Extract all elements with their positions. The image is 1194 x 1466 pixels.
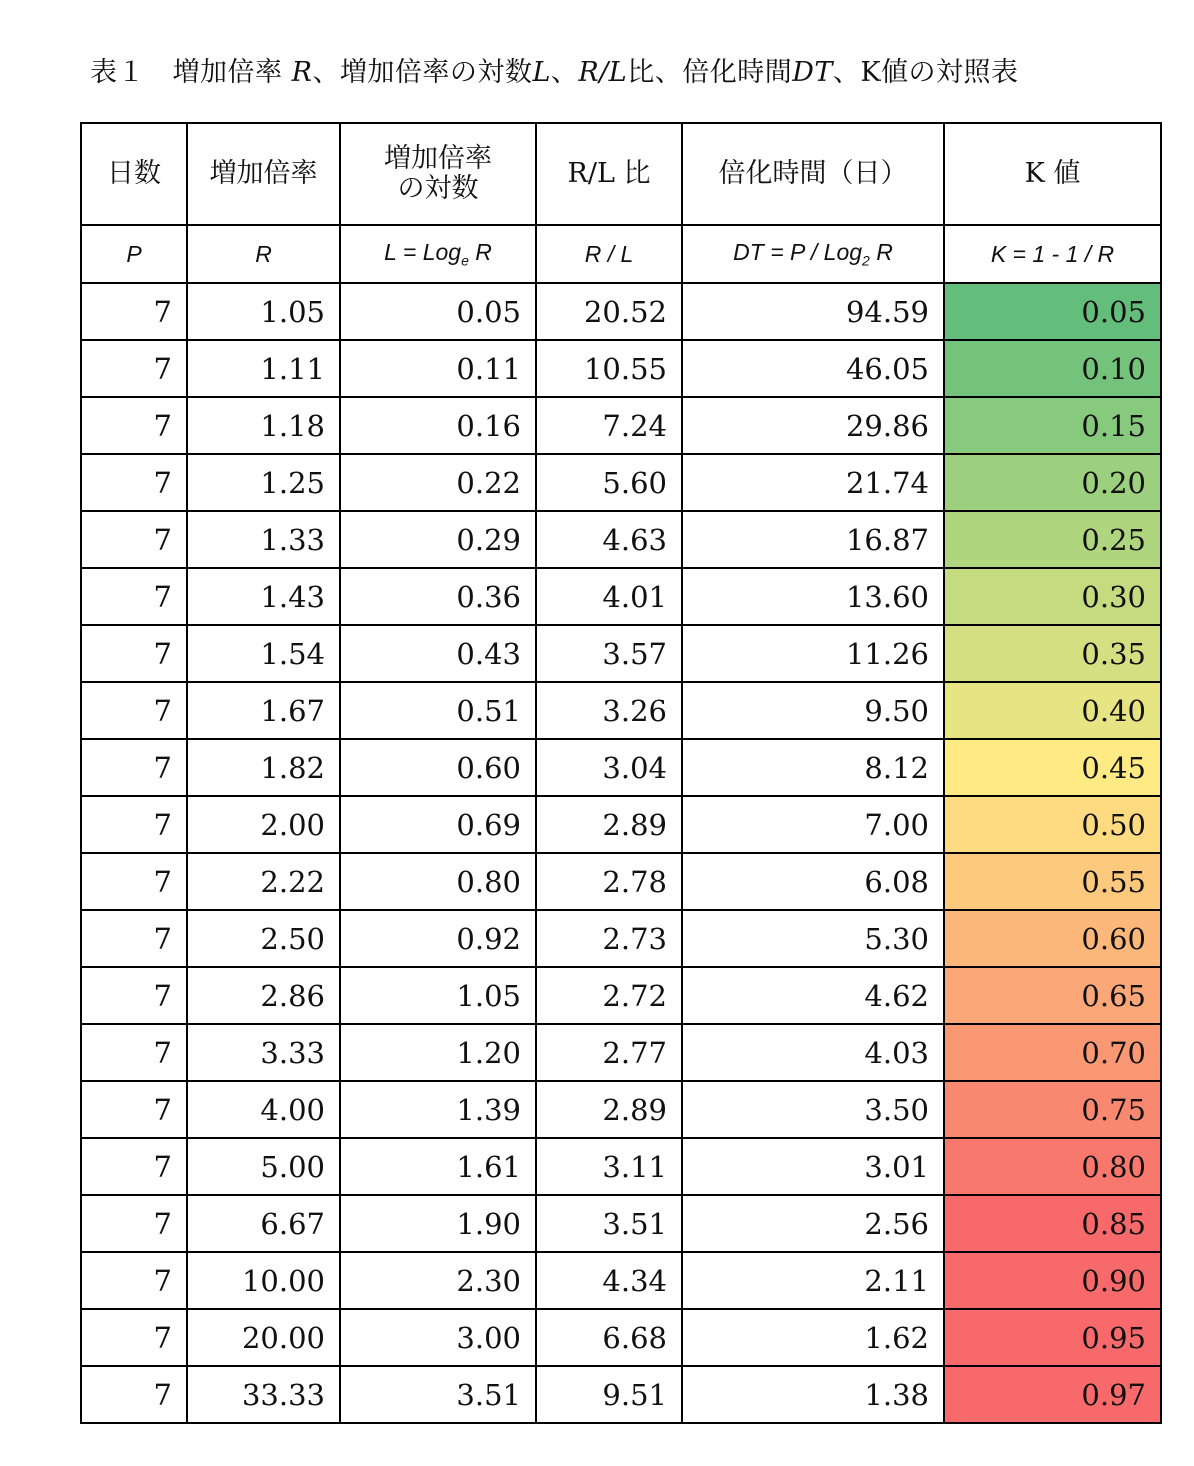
cell-ratio: 5.00 [187,1138,340,1195]
formula-log-post: R [468,239,492,266]
cell-ratio: 10.00 [187,1252,340,1309]
cell-rl: 20.52 [536,283,682,340]
cell-k-value: 0.70 [944,1024,1161,1081]
table-row [81,1138,1161,1195]
table-row [81,796,1161,853]
cell-rl: 3.51 [536,1195,682,1252]
cell-log: 0.11 [340,340,536,397]
cell-k-value: 0.97 [944,1366,1161,1423]
header-k: K 値 [944,123,1161,225]
cell-dt: 13.60 [682,568,944,625]
cell-ratio: 2.00 [187,796,340,853]
cell-k-value: 0.80 [944,1138,1161,1195]
cell-days: 7 [81,1252,187,1309]
table-row [81,511,1161,568]
cell-rl: 6.68 [536,1309,682,1366]
cell-days: 7 [81,625,187,682]
cell-ratio: 1.54 [187,625,340,682]
cell-ratio: 3.33 [187,1024,340,1081]
cell-days: 7 [81,568,187,625]
header-log [340,123,536,225]
cell-ratio: 1.82 [187,739,340,796]
cell-ratio: 2.86 [187,967,340,1024]
cell-dt: 94.59 [682,283,944,340]
cell-dt: 8.12 [682,739,944,796]
caption-part5: 、K値の対照表 [832,57,1019,88]
table-row [81,739,1161,796]
cell-k-value: 0.10 [944,340,1161,397]
formula-k: K = 1 - 1 / R [944,225,1161,283]
cell-rl: 3.04 [536,739,682,796]
cell-k-value: 0.15 [944,397,1161,454]
cell-rl: 4.34 [536,1252,682,1309]
header-dt: 倍化時間（日） [682,123,944,225]
table-row [81,967,1161,1024]
cell-ratio: 1.67 [187,682,340,739]
cell-ratio: 20.00 [187,1309,340,1366]
cell-log: 1.20 [340,1024,536,1081]
cell-dt: 2.11 [682,1252,944,1309]
cell-days: 7 [81,454,187,511]
cell-days: 7 [81,283,187,340]
cell-days: 7 [81,853,187,910]
cell-k-value: 0.85 [944,1195,1161,1252]
formula-log-pre: L = Log [384,239,462,266]
table-row [81,454,1161,511]
cell-k-value: 0.20 [944,454,1161,511]
header-row [81,123,1161,225]
cell-log: 3.00 [340,1309,536,1366]
formula-dt-sub: 2 [862,252,870,269]
cell-rl: 2.89 [536,796,682,853]
table-row [81,1024,1161,1081]
cell-rl: 2.73 [536,910,682,967]
cell-days: 7 [81,682,187,739]
cell-days: 7 [81,1366,187,1423]
cell-k-value: 0.95 [944,1309,1161,1366]
table-row [81,1252,1161,1309]
table-row [81,853,1161,910]
cell-rl: 10.55 [536,340,682,397]
cell-ratio: 1.18 [187,397,340,454]
cell-dt: 3.50 [682,1081,944,1138]
cell-dt: 3.01 [682,1138,944,1195]
cell-log: 2.30 [340,1252,536,1309]
cell-ratio: 4.00 [187,1081,340,1138]
cell-dt: 2.56 [682,1195,944,1252]
formula-dt-pre: DT = P / Log [733,239,863,266]
cell-dt: 21.74 [682,454,944,511]
cell-ratio: 1.33 [187,511,340,568]
table-row [81,1309,1161,1366]
cell-rl: 2.72 [536,967,682,1024]
cell-rl: 4.01 [536,568,682,625]
cell-log: 1.05 [340,967,536,1024]
cell-k-value: 0.40 [944,682,1161,739]
cell-k-value: 0.05 [944,283,1161,340]
cell-ratio: 1.43 [187,568,340,625]
caption-rl: R/L [578,57,628,88]
cell-days: 7 [81,796,187,853]
cell-log: 0.22 [340,454,536,511]
cell-log: 0.16 [340,397,536,454]
cell-dt: 1.62 [682,1309,944,1366]
cell-log: 0.29 [340,511,536,568]
table-row [81,625,1161,682]
table-row [81,397,1161,454]
cell-rl: 2.89 [536,1081,682,1138]
cell-k-value: 0.50 [944,796,1161,853]
cell-rl: 3.11 [536,1138,682,1195]
cell-rl: 2.77 [536,1024,682,1081]
cell-dt: 4.03 [682,1024,944,1081]
cell-ratio: 33.33 [187,1366,340,1423]
cell-log: 3.51 [340,1366,536,1423]
cell-rl: 9.51 [536,1366,682,1423]
cell-ratio: 2.50 [187,910,340,967]
cell-ratio: 1.11 [187,340,340,397]
formula-row [81,225,1161,283]
formula-r: R [187,225,340,283]
cell-rl: 4.63 [536,511,682,568]
cell-log: 0.69 [340,796,536,853]
cell-rl: 5.60 [536,454,682,511]
table-row [81,682,1161,739]
caption-prefix: 表１ 増加倍率 [90,57,292,88]
cell-log: 0.92 [340,910,536,967]
formula-log-sub: e [461,252,469,269]
table-row [81,1081,1161,1138]
cell-log: 1.61 [340,1138,536,1195]
cell-k-value: 0.35 [944,625,1161,682]
cell-k-value: 0.60 [944,910,1161,967]
cell-dt: 11.26 [682,625,944,682]
cell-k-value: 0.30 [944,568,1161,625]
caption-part3: 、 [550,57,579,88]
cell-days: 7 [81,1081,187,1138]
cell-log: 0.43 [340,625,536,682]
cell-ratio: 2.22 [187,853,340,910]
cell-log: 0.60 [340,739,536,796]
header-log-line2: の対数 [397,173,479,204]
cell-days: 7 [81,397,187,454]
cell-log: 0.36 [340,568,536,625]
table-row [81,1366,1161,1423]
cell-dt: 6.08 [682,853,944,910]
header-log-line1: 増加倍率 [384,143,492,175]
formula-log [340,225,536,283]
cell-log: 1.90 [340,1195,536,1252]
cell-ratio: 1.05 [187,283,340,340]
cell-log: 0.05 [340,283,536,340]
table-row [81,910,1161,967]
cell-ratio: 1.25 [187,454,340,511]
table-row [81,568,1161,625]
table-row [81,1195,1161,1252]
cell-days: 7 [81,910,187,967]
cell-k-value: 0.55 [944,853,1161,910]
cell-rl: 2.78 [536,853,682,910]
formula-rl: R / L [536,225,682,283]
header-rl: R/L 比 [536,123,682,225]
cell-dt: 1.38 [682,1366,944,1423]
cell-days: 7 [81,1309,187,1366]
formula-dt-post: R [869,239,893,266]
cell-log: 1.39 [340,1081,536,1138]
caption-r: R [291,57,313,88]
cell-ratio: 6.67 [187,1195,340,1252]
cell-days: 7 [81,340,187,397]
cell-days: 7 [81,1195,187,1252]
cell-log: 0.80 [340,853,536,910]
cell-k-value: 0.90 [944,1252,1161,1309]
cell-rl: 3.26 [536,682,682,739]
cell-days: 7 [81,1138,187,1195]
cell-k-value: 0.45 [944,739,1161,796]
caption-part4: 比、倍化時間 [627,57,793,88]
table-body [81,283,1161,1423]
cell-log: 0.51 [340,682,536,739]
table-row [81,283,1161,340]
caption-part2: 、増加倍率の対数 [312,57,533,88]
cell-dt: 29.86 [682,397,944,454]
cell-dt: 16.87 [682,511,944,568]
cell-k-value: 0.75 [944,1081,1161,1138]
cell-dt: 5.30 [682,910,944,967]
cell-dt: 9.50 [682,682,944,739]
cell-days: 7 [81,967,187,1024]
cell-rl: 7.24 [536,397,682,454]
table-caption [90,50,1019,89]
cell-days: 7 [81,739,187,796]
header-days: 日数 [81,123,187,225]
cell-dt: 7.00 [682,796,944,853]
caption-l: L [532,57,551,88]
cell-rl: 3.57 [536,625,682,682]
caption-dt: DT [792,57,833,88]
header-ratio: 増加倍率 [187,123,340,225]
cell-days: 7 [81,1024,187,1081]
cell-dt: 4.62 [682,967,944,1024]
cell-days: 7 [81,511,187,568]
cell-k-value: 0.25 [944,511,1161,568]
comparison-table [80,122,1162,1424]
table-row [81,340,1161,397]
cell-k-value: 0.65 [944,967,1161,1024]
formula-dt [682,225,944,283]
formula-p: P [81,225,187,283]
cell-dt: 46.05 [682,340,944,397]
